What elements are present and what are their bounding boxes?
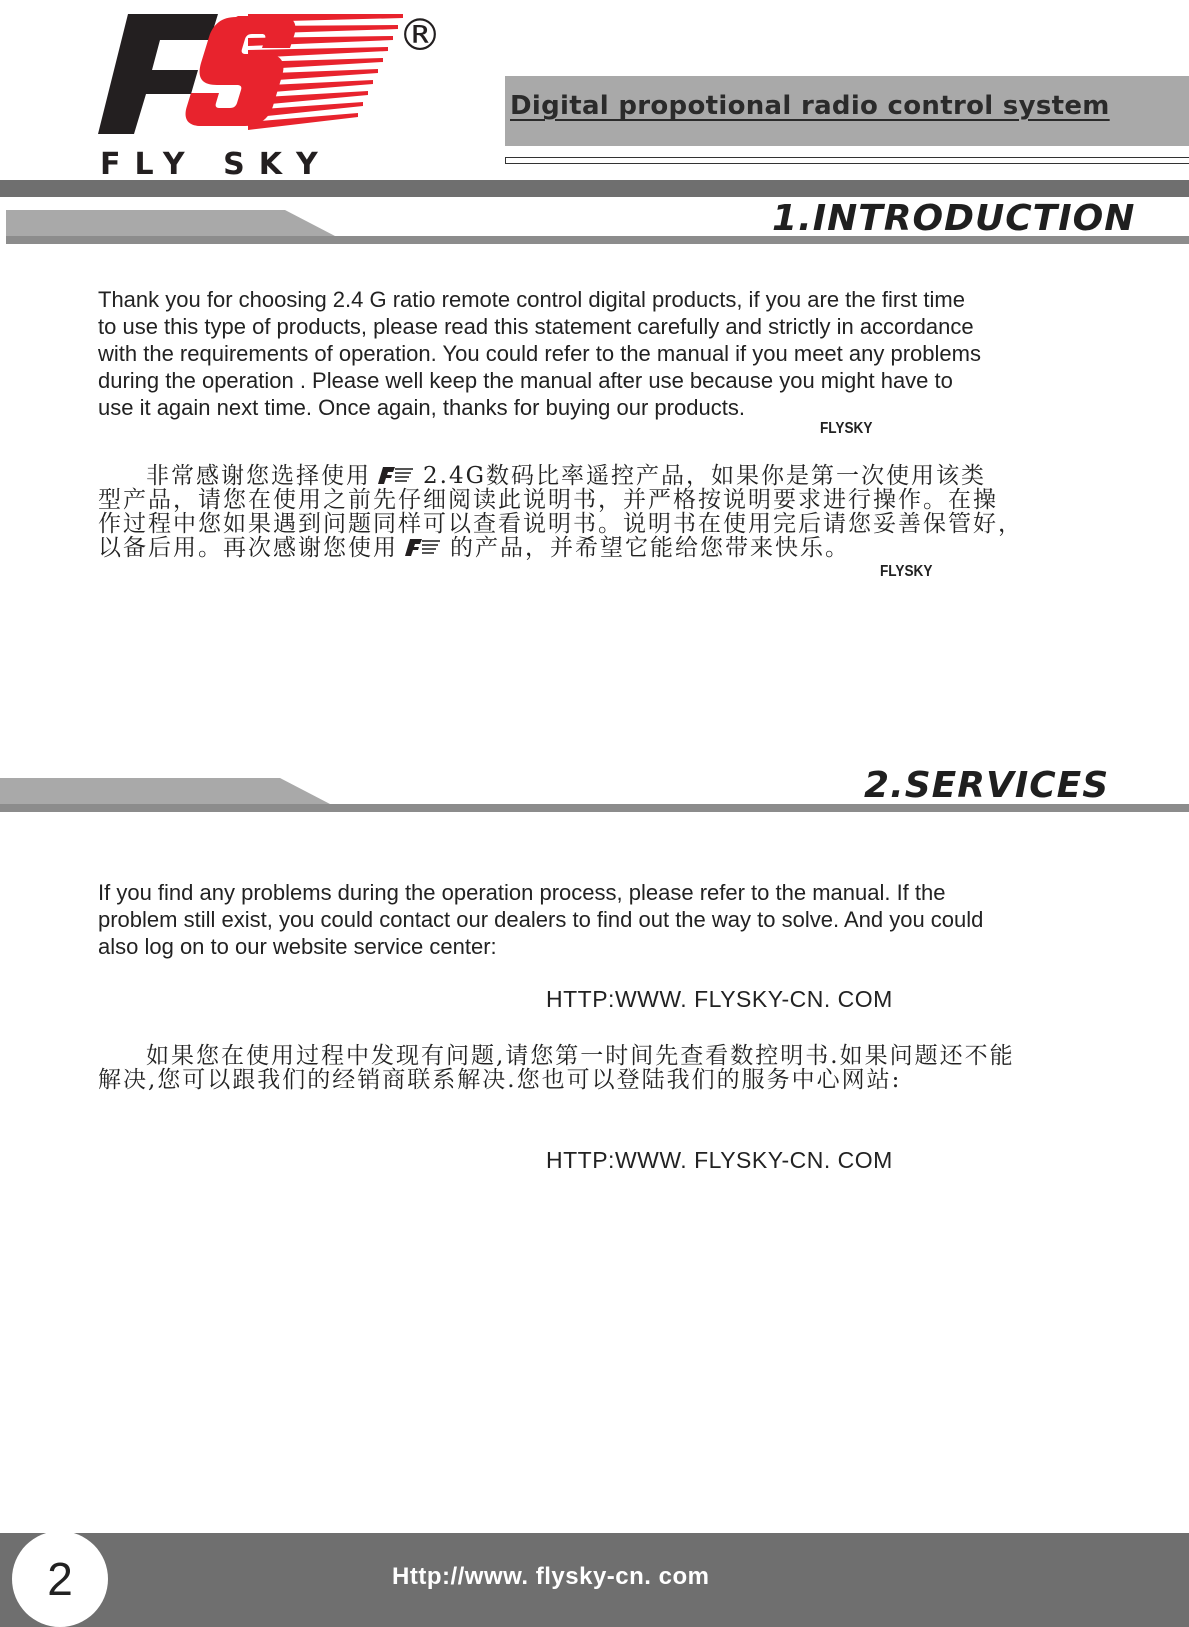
logo-registered-mark: ® xyxy=(398,12,442,61)
services-cn-line: 解决,您可以跟我们的经销商联系解决.您也可以登陆我们的服务中心网站: xyxy=(98,1067,902,1093)
document-title: Digital propotional radio control system xyxy=(510,91,1110,121)
intro-signature: FLYSKY xyxy=(820,420,873,437)
intro-cn-line: 型产品，请您在使用之前先仔细阅读此说明书，并严格按说明要求进行操作。在操 xyxy=(98,487,998,513)
website-url-cn[interactable]: HTTP:WWW. FLYSKY-CN. COM xyxy=(546,1147,893,1173)
services-line: problem still exist, you could contact our dealers to find out the way to solve. And you could xyxy=(98,907,984,932)
intro-line: use it again next time. Once again, thanks for buying our products. xyxy=(98,395,745,420)
services-chinese-text xyxy=(98,1044,1098,1092)
intro-cn-line: 以备后用。再次感谢您使用 的产品，并希望它能给您带来快乐。 xyxy=(98,535,850,561)
footer-url[interactable]: Http://www. flysky-cn. com xyxy=(392,1563,710,1590)
intro-line: during the operation . Please well keep the manual after use because you might have to xyxy=(98,368,953,393)
intro-cn-signature: FLYSKY xyxy=(880,563,933,580)
section-title-services: 2.SERVICES xyxy=(864,765,1110,806)
services-line: also log on to our website service center: xyxy=(98,934,497,959)
flysky-logo xyxy=(98,12,468,177)
header-rule xyxy=(0,180,1189,197)
logo-wordmark: FLY SKY xyxy=(100,147,332,177)
intro-english-text xyxy=(98,286,1098,421)
intro-cn-line: 作过程中您如果遇到问题同样可以查看说明书。说明书在使用完后请您妥善保管好， xyxy=(98,511,1023,537)
header-divider xyxy=(505,157,1189,164)
website-url[interactable]: HTTP:WWW. FLYSKY-CN. COM xyxy=(546,986,893,1012)
intro-line: with the requirements of operation. You could refer to the manual if you meet any problems xyxy=(98,341,981,366)
intro-line: to use this type of products, please read this statement carefully and strictly in accordance xyxy=(98,314,974,339)
services-cn-line: 如果您在使用过程中发现有问题,请您第一时间先查看数控明书.如果问题还不能 xyxy=(146,1043,1015,1069)
intro-cn-line: 非常感谢您选择使用 2.4G数码比率遥控产品，如果你是第一次使用该类 xyxy=(146,463,986,489)
fs-logo-icon xyxy=(404,537,444,557)
intro-line: Thank you for choosing 2.4 G ratio remote control digital products, if you are the first time xyxy=(98,287,965,312)
services-english-text xyxy=(98,879,1098,960)
page-number: 2 xyxy=(47,1553,73,1605)
intro-chinese-text xyxy=(98,464,1098,560)
section-title-introduction: 1.INTRODUCTION xyxy=(772,198,1136,239)
fs-logo-icon xyxy=(377,465,417,485)
services-line: If you find any problems during the operation process, please refer to the manual. If the xyxy=(98,880,946,905)
